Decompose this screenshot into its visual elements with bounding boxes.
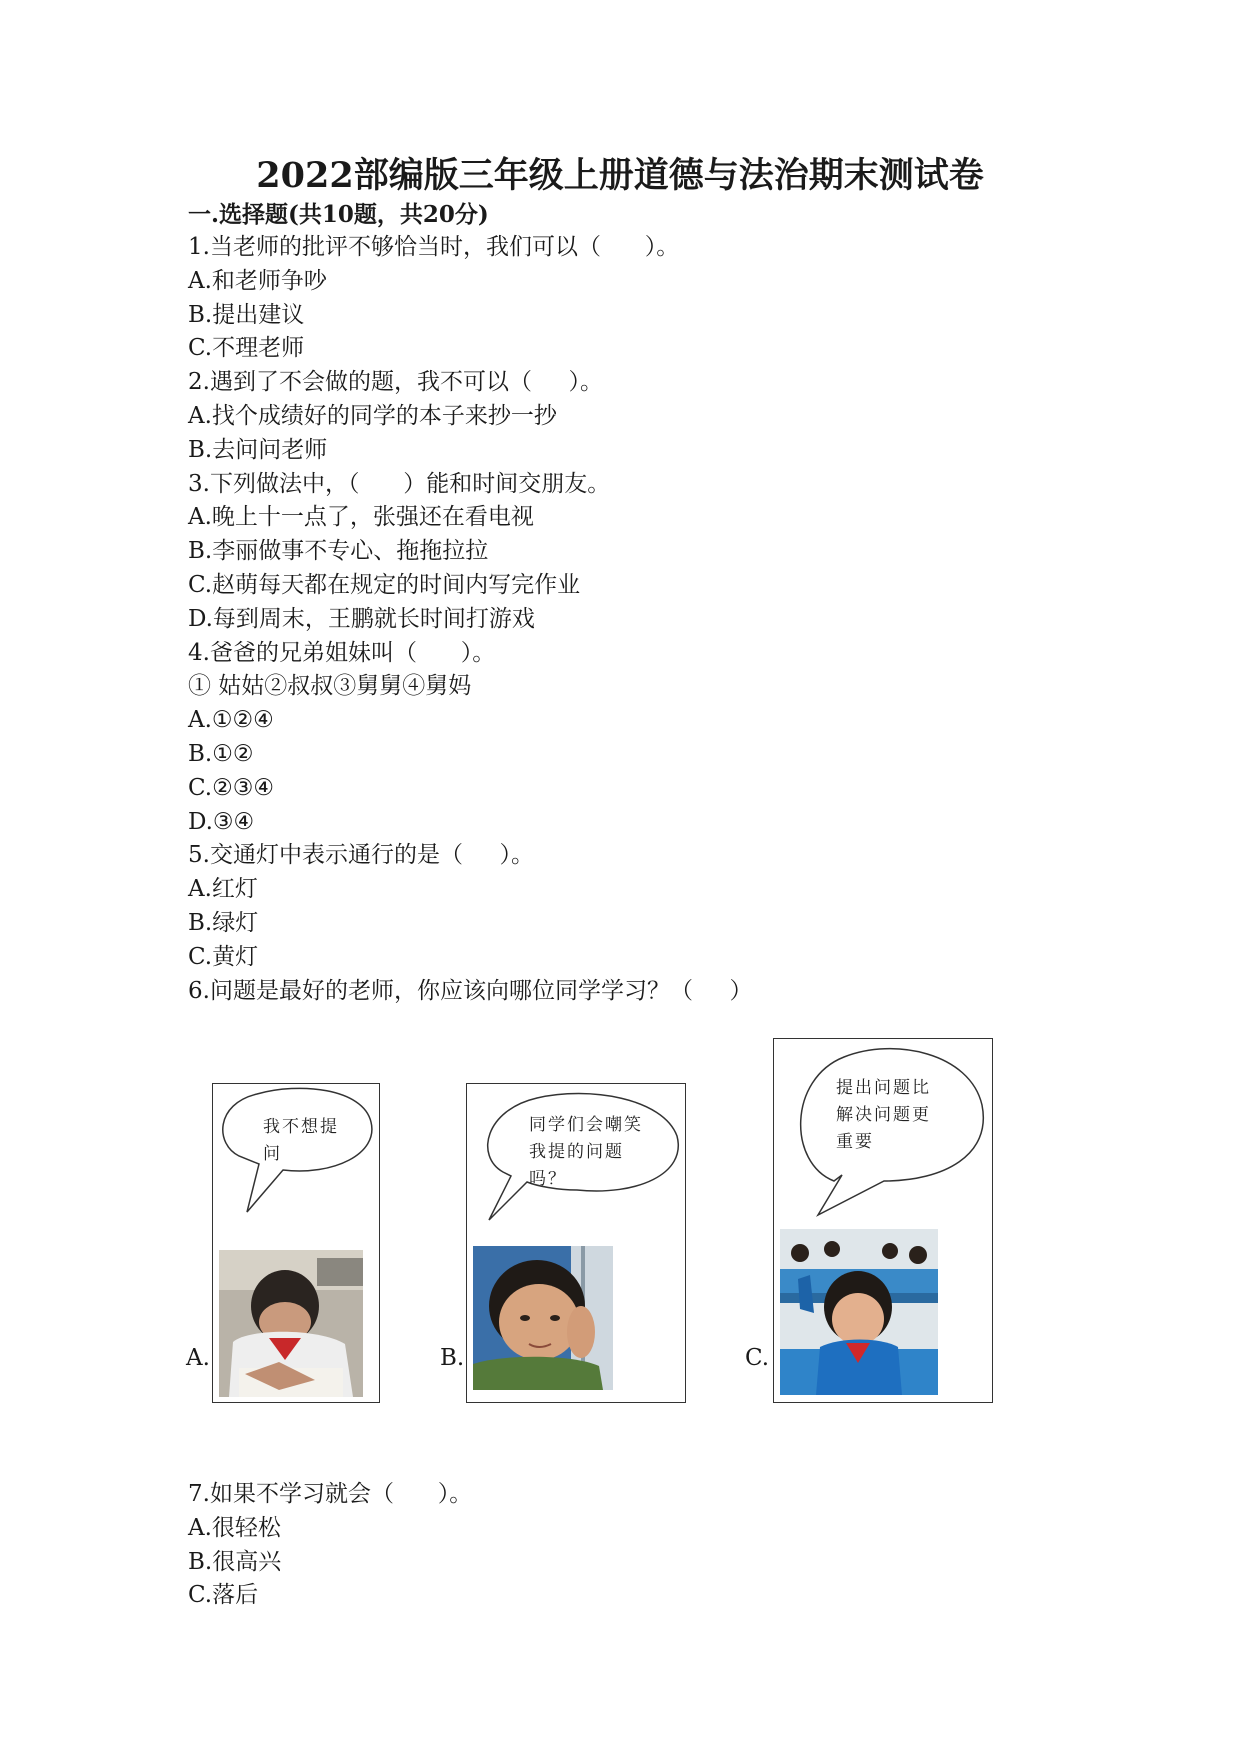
option-line: C.②③④ (188, 774, 274, 801)
option-line: B.①② (188, 740, 254, 767)
option-line: A.找个成绩好的同学的本子来抄一抄 (188, 402, 557, 429)
figure-option-b-label: B. (440, 1345, 465, 1371)
option-line: C.不理老师 (188, 335, 305, 362)
option-line: B.很高兴 (188, 1548, 282, 1575)
page-title: 2022部编版三年级上册道德与法治期末测试卷 (256, 155, 984, 196)
question-6-stem: 6.问题是最好的老师，你应该向哪位同学学习？（ ） (188, 977, 753, 1004)
figure-option-c-label: C. (745, 1345, 770, 1371)
question-4-choices: ① 姑姑②叔叔③舅舅④舅妈 (188, 673, 472, 700)
option-line: C.黄灯 (188, 943, 259, 970)
figure-option-b-card (466, 1083, 686, 1403)
option-line: B.绿灯 (188, 909, 259, 936)
option-line: C.赵萌每天都在规定的时间内写完作业 (188, 571, 581, 598)
girl-raising-hand-photo (780, 1229, 938, 1395)
option-line: D.每到周末，王鹏就长时间打游戏 (188, 605, 535, 632)
speech-bubble-text: 我不想提 问 (263, 1117, 339, 1164)
option-line: C.落后 (188, 1582, 259, 1609)
option-line: A.①②④ (188, 707, 274, 734)
option-line: B.去问问老师 (188, 436, 328, 463)
question-2-stem: 2.遇到了不会做的题，我不可以（ ）。 (188, 369, 603, 396)
figure-option-a-card (212, 1083, 380, 1403)
option-line: A.晚上十一点了，张强还在看电视 (188, 504, 534, 531)
option-line: A.和老师争吵 (188, 267, 327, 294)
question-1-stem: 1.当老师的批评不够恰当时，我们可以（ ）。 (188, 234, 680, 260)
speech-bubble-text: 提出问题比 解决问题更 重要 (836, 1078, 931, 1152)
boy-thinking-photo (473, 1246, 613, 1390)
option-line: A.红灯 (188, 876, 258, 903)
question-7 (188, 1478, 472, 1613)
option-line: D.③④ (188, 808, 255, 835)
question-7-stem: 7.如果不学习就会（ ）。 (188, 1481, 473, 1507)
question-3-stem: 3.下列做法中，（ ）能和时间交朋友。 (188, 470, 611, 497)
option-line: A.很轻松 (188, 1514, 281, 1541)
question-5-stem: 5.交通灯中表示通行的是（ ）。 (188, 842, 534, 869)
speech-bubble-text: 同学们会嘲笑 我提的问题 吗？ (529, 1115, 643, 1189)
question-4-stem: 4.爸爸的兄弟姐妹叫（ ）。 (188, 639, 496, 666)
figure-option-a-label: A. (186, 1345, 210, 1371)
option-line: B.李丽做事不专心、拖拖拉拉 (188, 538, 489, 565)
section-heading: 一.选择题(共10题，共20分) (188, 201, 489, 228)
option-line: B.提出建议 (188, 301, 305, 328)
figure-option-c-card (773, 1038, 993, 1403)
boy-writing-photo (219, 1250, 363, 1397)
question-list (188, 231, 753, 1008)
